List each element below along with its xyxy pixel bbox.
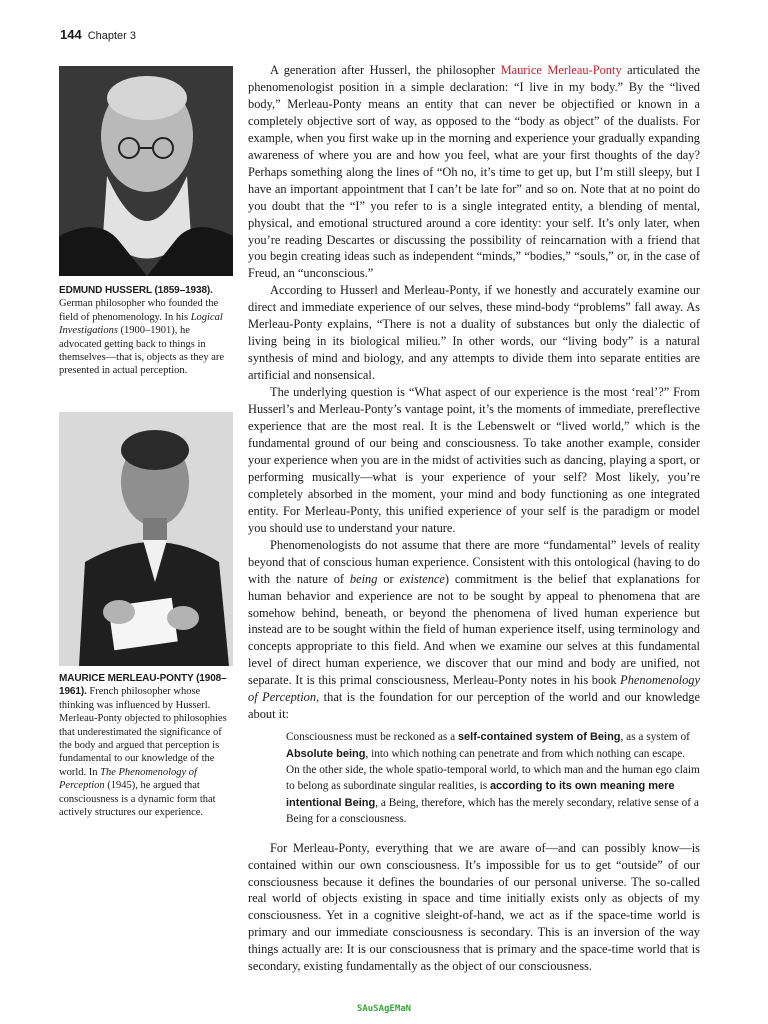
p4-being: being	[349, 571, 378, 586]
main-text-column	[248, 62, 700, 975]
husserl-portrait-image	[59, 66, 233, 276]
p4-text-c: , that is the foundation for our perception of the world and our knowledge about it:	[248, 690, 700, 722]
merleau-ponty-caption-text-1: French philosopher whose thinking was influenced by Husserl. Merleau-Ponty objected to philosophies that underestimated the significance of the body and argued that perception is fundamental to our knowledge of the world. In	[59, 686, 227, 778]
merleau-ponty-name-highlight: Maurice Merleau-Ponty	[500, 63, 622, 77]
merleau-ponty-portrait-image	[59, 412, 233, 666]
paragraph-2: According to Husserl and Merleau-Ponty, if we honestly and accurately examine our direct and immediate experience of our selves, these mind-body “problems” fall away. As Merleau-Ponty explains, “There is not a duality of substances but only the dialectic of living being in its biological milieu.” In other words, our “living body” is a natural synthesis of mind and biology, and any attempts to divide them into separate entities are artificial and nonsensical.	[248, 283, 700, 383]
husserl-caption-work: Logical Investigations	[59, 311, 223, 337]
quote-text-3: , into which nothing can penetrate and from which nothing can escape. On the other side, the whole spatio-temporal world, to which man and the human ego claim to belong as subordinate singular realities, is	[286, 747, 700, 793]
quote-bold-2: Absolute being	[286, 747, 366, 760]
merleau-ponty-caption	[59, 672, 231, 819]
quote-bold-3: according to its own meaning mere intentional Being	[286, 780, 675, 809]
p1-text-b: articulated the phenomenologist position in a simple declaration: “I live in my body.” By the “lived body,” Merleau-Ponty means an entity that can never be objectified or known in a completely objective sort of way, as opposed to the “body as object” of the dualists. For example, when you first wake up in the morning and experience your gradually expanding awareness of where you are and how you feel, what are your first thoughts of the day? Perhaps something along the lines of “Oh no, it’s time to get up, but I’m still sleepy, but I have an important appointment that I can’t be late for” and so on. Note that at no point do you doubt that the “I” you refer to is a single integrated entity, a blending of mental, physical, and emotional structured around a core identity: your self. It’s only later, when you’re reading Descartes or discussing the possibility of reincarnation with a friend that you begin creating ideas such as independent “minds,” “bodies,” “souls,” or, in the case of Freud, an “unconscious.”	[248, 63, 700, 281]
paragraph-4	[248, 537, 700, 723]
p4-text-a: Phenomenologists do not assume that there are more “fundamental” levels of reality beyond that of conscious human experience. Consistent with this ontological (having to do with the nature of	[248, 537, 700, 586]
p4-text-b: ) commitment is the belief that explanations for human behavior and experience are not to be sought by appeal to phenomena that are somehow behind, beneath, or beyond the phenomena of lived human experience but instead are to be sought within the field of human experience itself, using terminology and concepts appropriate to this field. And when we examine our selves at this fundamental level of direct human experience, we discover that our mind and body are unified, not separate. It is this primal consciousness, Merleau-Ponty notes in his book	[248, 571, 700, 688]
watermark: SAuSAgEMaN	[356, 1004, 412, 1014]
p4-book-title: Phenomenology of Perception	[248, 673, 700, 705]
block-quote	[286, 729, 700, 827]
paragraph-5: For Merleau-Ponty, everything that we are aware of—and can possibly know—is contained within our own consciousness. It’s impossible for us to get “outside” of our consciousness because it defines the boundaries of our personal universe. The so-called real world of objects existing in space and time initially exists only as objects of my consciousness. Yet in a cognitive sleight-of-hand, we act as if the space-time world is primary and our immediate consciousness is secondary. This is an inversion of the way things actually are: It is our consciousness that is primary and the space-time world that is secondary, existing fundamentally as the object of our consciousness.	[248, 840, 700, 974]
p1-text-a: A generation after Husserl, the philosopher	[270, 63, 501, 77]
paragraph-3: The underlying question is “What aspect of our experience is the most ‘real’?” From Husserl’s and Merleau-Ponty’s vantage point, it’s the moments of immediate, prereflective experience that are the most real. It is the Lebenswelt or “lived world,” which is the fundamental ground of our being and consciousness. To take another example, consider your experience when you are in the midst of activities such as dancing, playing a sport, or performing musically—what is your experience of your self? Most likely, you’re completely absorbed in the moment, your mind and body functioning as one integrated entity. For Merleau-Ponty, this unified experience of your self is the paradigm or model you should use to understand your nature.	[248, 385, 700, 535]
page-number: 144	[60, 27, 82, 42]
husserl-caption-text-1: German philosopher who founded the field of phenomenology. In his	[59, 298, 219, 323]
merleau-ponty-caption-text-2: (1945), he argued that consciousness is a dynamic form that actively structures our experience.	[59, 780, 216, 819]
quote-text-1: Consciousness must be reckoned as a	[286, 731, 458, 744]
merleau-ponty-caption-name: MAURICE MERLEAU-PONTY (1908–1961).	[59, 673, 227, 698]
husserl-caption-name: EDMUND HUSSERL (1859–1938).	[59, 285, 213, 296]
p4-existence: existence	[399, 571, 445, 586]
chapter-label: Chapter 3	[87, 30, 137, 42]
quote-bold-1: self-contained system of Being	[457, 731, 621, 744]
merleau-ponty-caption-work: The Phenomenology of Perception	[59, 766, 197, 792]
husserl-photo	[59, 66, 233, 276]
husserl-caption	[59, 284, 231, 378]
quote-text-4: , a Being, therefore, which has the merely secondary, relative sense of a Being for a consciousness.	[286, 796, 699, 826]
quote-text-2: , as a system of	[620, 731, 690, 744]
paragraph-1	[248, 62, 700, 282]
page-header	[60, 26, 136, 44]
husserl-caption-text-2: (1900–1901), he advocated getting back to things in themselves—that is, objects as they are presented in actual perception.	[59, 325, 225, 377]
merleau-ponty-photo	[59, 412, 233, 666]
p4-or: or	[377, 571, 400, 586]
